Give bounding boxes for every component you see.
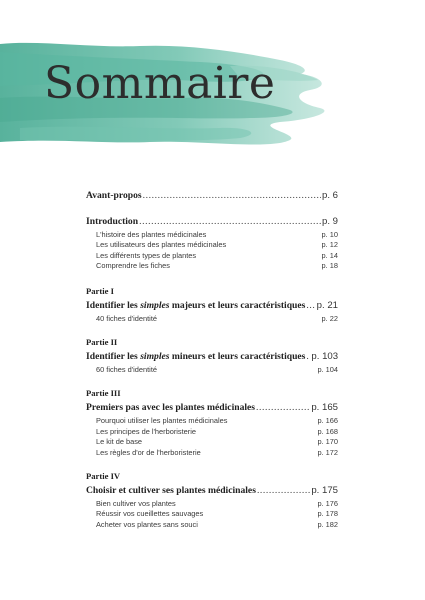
toc-subentry[interactable]: [86, 509, 338, 519]
toc-subentry[interactable]: [86, 230, 338, 240]
toc-entry-page: p. 21: [316, 299, 338, 311]
toc-subentry-page: p. 176: [317, 499, 338, 509]
part-label: Partie IV: [86, 471, 121, 482]
toc-subentry-label: Comprendre les fiches: [96, 261, 170, 271]
toc-subentry-label: Les utilisateurs des plantes médicinales: [96, 240, 227, 250]
toc-subentry-label: 40 fiches d'identité: [96, 313, 157, 323]
dot-leader: [306, 300, 315, 312]
toc-subentry-label: 60 fiches d'identité: [96, 365, 157, 375]
dot-leader: [143, 190, 321, 202]
toc-subentry[interactable]: [86, 427, 338, 437]
part-label: Partie I: [86, 285, 114, 296]
toc-subentry-label: Le kit de base: [96, 437, 143, 447]
toc-subentry-page: p. 172: [317, 447, 338, 457]
table-of-contents: [86, 190, 338, 530]
toc-subentry-label: Les principes de l'herboristerie: [96, 426, 197, 436]
toc-entry-page: p. 103: [311, 351, 339, 363]
toc-subentry-label: Les règles d'or de l'herboristerie: [96, 447, 201, 457]
toc-subentry[interactable]: [86, 499, 338, 509]
toc-entry-label: Identifier les simples majeurs et leurs caractéristiques: [86, 299, 306, 311]
toc-entry-label: Premiers pas avec les plantes médicinales: [86, 402, 256, 414]
toc-entry-label: Identifier les simples mineurs et leurs caractéristiques: [86, 351, 306, 363]
toc-entry-label: Choisir et cultiver ses plantes médicinales: [86, 485, 256, 497]
toc-subentry-label: Pourquoi utiliser les plantes médicinales: [96, 416, 228, 426]
toc-subentry[interactable]: [86, 365, 338, 375]
toc-subentry[interactable]: [86, 437, 338, 447]
toc-subentry-page: p. 170: [317, 437, 338, 447]
part-label: Partie II: [86, 337, 118, 348]
toc-entry-introduction[interactable]: [86, 216, 338, 228]
toc-subentry-label: Réussir vos cueillettes sauvages: [96, 509, 204, 519]
toc-subentry[interactable]: [86, 416, 338, 426]
toc-subentry-page: p. 14: [321, 250, 338, 260]
toc-subentry-label: Acheter vos plantes sans souci: [96, 519, 198, 529]
dot-leader: [256, 402, 310, 414]
toc-subentry-label: L'histoire des plantes médicinales: [96, 230, 207, 239]
toc-entry-partie-1[interactable]: [86, 300, 338, 312]
toc-subentry-page: p. 178: [317, 509, 338, 519]
toc-entry-page: p. 165: [311, 402, 338, 414]
toc-subentry[interactable]: [86, 314, 338, 324]
toc-subentry-page: p. 22: [321, 313, 338, 323]
toc-subentry-page: p. 104: [317, 365, 338, 375]
dot-leader: [306, 351, 310, 363]
toc-subentry-page: p. 166: [317, 416, 338, 426]
page-title: Sommaire: [44, 58, 276, 109]
toc-subentry[interactable]: [86, 240, 338, 250]
toc-entry-partie-2[interactable]: [86, 351, 338, 363]
toc-entry-page: p. 9: [321, 216, 338, 227]
dot-leader: [257, 485, 310, 497]
toc-subentry[interactable]: [86, 520, 338, 530]
toc-subentry-page: p. 18: [321, 261, 338, 271]
toc-entry-page: p. 175: [311, 485, 338, 497]
toc-entry-label: Introduction: [86, 216, 139, 227]
toc-subentry-label: Les différents types de plantes: [96, 250, 197, 260]
toc-subentry-label: Bien cultiver vos plantes: [96, 499, 176, 509]
toc-subentry-page: p. 168: [317, 426, 338, 436]
toc-entry-page: p. 6: [321, 190, 338, 201]
toc-subentry[interactable]: [86, 251, 338, 261]
toc-subentry[interactable]: [86, 448, 338, 458]
toc-entry-partie-3[interactable]: [86, 402, 338, 414]
dot-leader: [139, 216, 321, 228]
toc-entry-avant-propos[interactable]: [86, 190, 338, 202]
toc-subentry-page: p. 10: [321, 230, 338, 239]
toc-subentry-page: p. 182: [317, 519, 338, 529]
part-label: Partie III: [86, 388, 121, 399]
toc-entry-label: Avant-propos: [86, 190, 142, 201]
toc-subentry-page: p. 12: [321, 240, 338, 250]
toc-entry-partie-4[interactable]: [86, 485, 338, 497]
toc-subentry[interactable]: [86, 261, 338, 271]
